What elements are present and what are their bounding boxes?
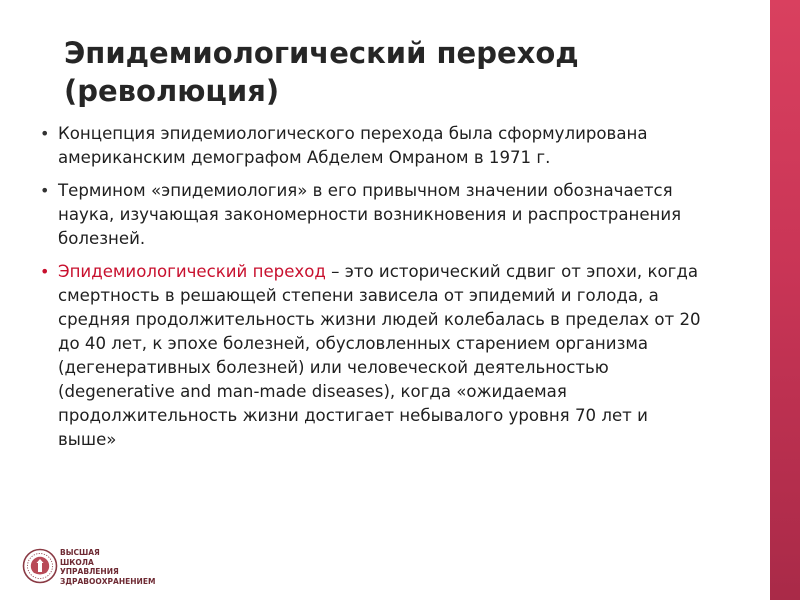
logo-line: ШКОЛА (60, 557, 94, 567)
bullet-list (40, 122, 760, 461)
bullet-text-line: болезней. (58, 229, 146, 248)
bullet-item-epidemiology-term (40, 179, 760, 251)
bullet-text-line: Термином «эпидемиология» в его привычном значении обозначается (58, 181, 673, 200)
bullet-text-line: до 40 лет, к эпохе болезней, обусловленных старением организма (58, 334, 649, 353)
logo-line: ЗДРАВООХРАНЕНИЕМ (60, 576, 156, 586)
university-seal-icon (22, 548, 58, 584)
bullet-text-line (58, 260, 760, 284)
logo-line: ВЫСШАЯ (60, 548, 100, 557)
slide-title-line-2: (революция) (64, 74, 280, 108)
bullet-text-line: смертность в решающей степени зависела от эпидемий и голода, а (58, 286, 659, 305)
bullet-dot-icon: • (40, 262, 50, 281)
bullet-item-omran (40, 122, 760, 170)
highlighted-term: Эпидемиологический переход (58, 262, 326, 281)
bullet-text-line: выше» (58, 430, 117, 449)
bullet-text-line: продолжительность жизни достигает небывалого уровня 70 лет и (58, 406, 648, 425)
school-logo (22, 548, 162, 588)
bullet-text-line: (дегенеративных болезней) или человеческой деятельностью (58, 358, 609, 377)
bullet-text-line: средняя продолжительность жизни людей колебалась в пределах от 20 (58, 310, 701, 329)
logo-line: УПРАВЛЕНИЯ (60, 567, 119, 576)
side-accent-stripe (770, 0, 800, 600)
bullet-item-transition-definition (40, 260, 760, 452)
slide-title-line-1: Эпидемиологический переход (64, 36, 579, 70)
logo-wordmark (60, 548, 155, 586)
bullet-text-line: (degenerative and man-made diseases), когда «ожидаемая (58, 382, 567, 401)
bullet-text-line: Концепция эпидемиологического перехода была сформулирована (58, 124, 648, 143)
bullet-dot-icon: • (40, 124, 50, 143)
bullet-text-line: наука, изучающая закономерности возникновения и распространения (58, 205, 682, 224)
slide-title (64, 34, 704, 110)
bullet-text-fragment: – это исторический сдвиг от эпохи, когда (325, 262, 699, 281)
bullet-dot-icon: • (40, 181, 50, 200)
bullet-text-line: американским демографом Абделем Омраном в 1971 г. (58, 148, 551, 167)
